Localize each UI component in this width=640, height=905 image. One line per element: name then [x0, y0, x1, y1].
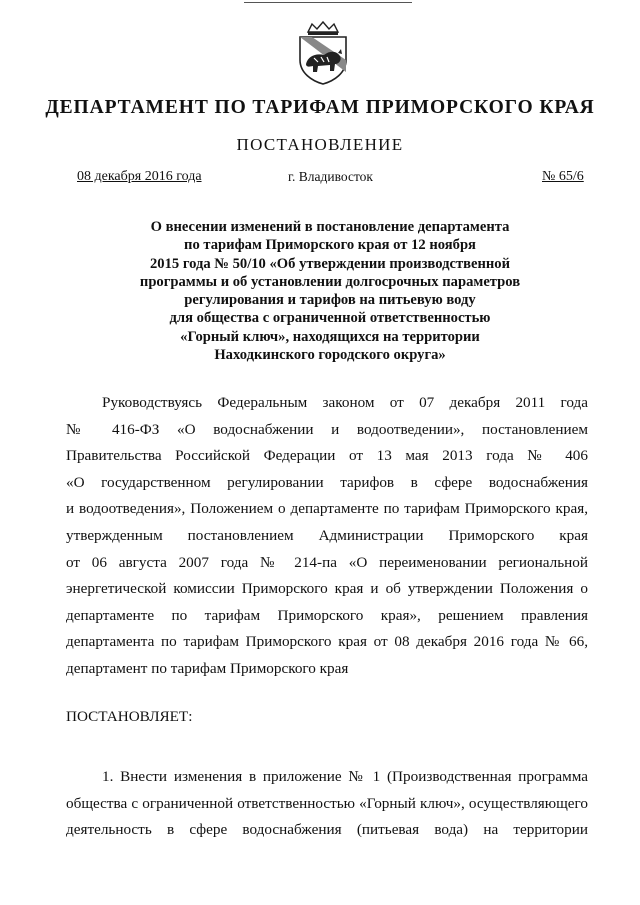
tiger-shield-icon [294, 20, 352, 86]
subject-line: Находкинского городского округа» [214, 347, 446, 364]
coat-of-arms-emblem [294, 20, 352, 86]
preamble-line: № 416-ФЗ «О водоснабжении и водоотведении», постановлением [66, 420, 588, 438]
preamble-line: Руководствуясь Федеральным законом от 07 декабря 2011 года [102, 394, 588, 411]
subject-line: регулирования и тарифов на питьевую воду [184, 292, 476, 309]
department-title: ДЕПАРТАМЕНТ ПО ТАРИФАМ ПРИМОРСКОГО КРАЯ [45, 97, 595, 118]
preamble-line: департамент по тарифам Приморского края [66, 659, 349, 677]
preamble-line: «О государственном регулировании тарифов в сфере водоснабжения [66, 473, 588, 491]
subject-line: для общества с ограниченной ответственностью [169, 310, 491, 327]
preamble-line: Правительства Российской Федерации от 13 мая 2013 года № 406 [66, 447, 588, 465]
item-line: 1. Внести изменения в приложение № 1 (Производственная программа [102, 768, 588, 785]
subject-line: программы и об установлении долгосрочных параметров [139, 273, 521, 290]
subject-line: 2015 года № 50/10 «Об утверждении производственной [149, 255, 511, 272]
document-subject [70, 218, 590, 364]
preamble-paragraph [66, 390, 588, 683]
preamble-line: от 06 августа 2007 года № 214-па «О переименовании региональной [66, 553, 588, 571]
subject-line: по тарифам Приморского края от 12 ноября [184, 237, 476, 254]
document-number: № 65/6 [542, 169, 584, 184]
subject-line: О внесении изменений в постановление департамента [150, 219, 510, 235]
item-1-paragraph [66, 764, 588, 844]
preamble-line: и водоотведения», Положением о департаменте по тарифам Приморского края, [66, 500, 588, 518]
top-rule [244, 2, 412, 3]
item-line: общества с ограниченной ответственностью «Горный ключ», осуществляющего [66, 794, 588, 812]
item-line: деятельность в сфере водоснабжения (питьевая вода) на территории [66, 821, 588, 839]
preamble-line: энергетической комиссии Приморского края и об утверждении Положения о [66, 580, 588, 598]
preamble-line: департамента по тарифам Приморского края от 08 декабря 2016 года № 66, [66, 633, 588, 651]
document-city: г. Владивосток [288, 169, 373, 184]
document-date: 08 декабря 2016 года [77, 169, 202, 184]
resolve-heading: ПОСТАНОВЛЯЕТ: [66, 708, 193, 725]
preamble-line: утвержденным постановлением Администрации Приморского края [66, 526, 588, 544]
preamble-line: департаменте по тарифам Приморского края», решением правления [66, 606, 588, 624]
subject-line: «Горный ключ», находящихся на территории [180, 328, 480, 345]
document-type: ПОСТАНОВЛЕНИЕ [236, 135, 404, 154]
